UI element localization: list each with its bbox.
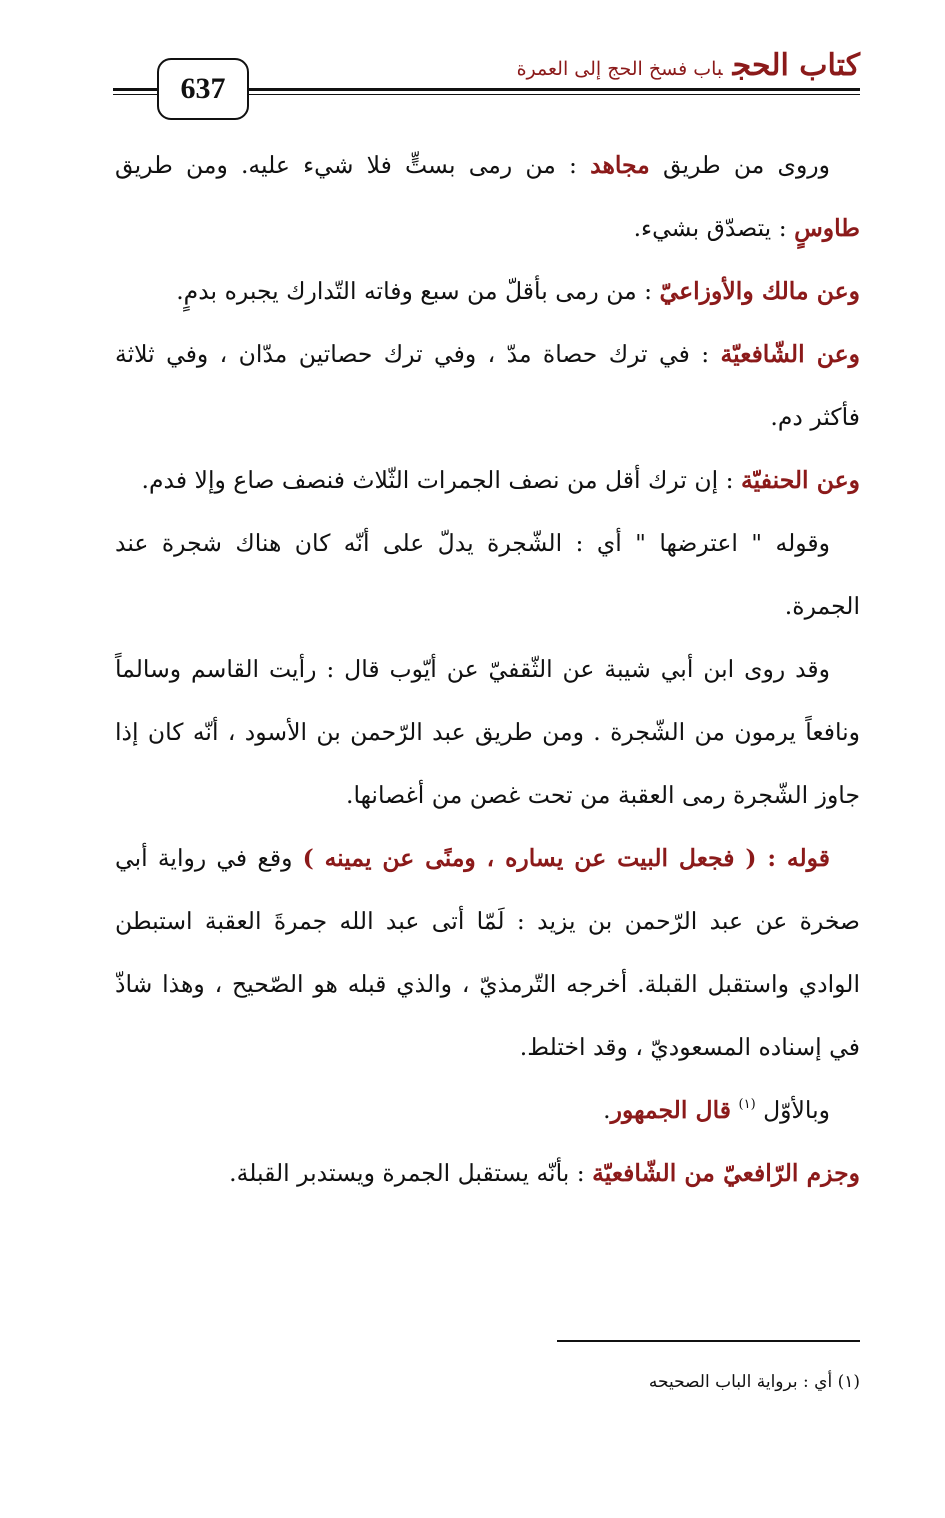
paragraph [115, 134, 860, 260]
text-segment: وقع في رواية أبي صخرة عن عبد الرّحمن بن يزيد : لَمّا أتى عبد الله جمرةَ العقبة استبطن الوادي واستقبل القبلة. أخرجه التّرمذيّ ، والذي قبله هو الصّحيح ، وهذا شاذّ في إسناده المسعوديّ ، وقد اختلط. [115, 844, 860, 1061]
paragraph [115, 260, 860, 323]
footnote: (١) أي : برواية الباب الصحيحه [648, 1372, 860, 1392]
highlighted-text: طاوسٍ [794, 214, 860, 242]
text-segment: وبالأوّل [755, 1096, 830, 1124]
text-segment: : إن ترك أقل من نصف الجمرات الثّلاث فنصف صاع وإلا فدم. [141, 466, 742, 494]
paragraph [115, 449, 860, 512]
chapter-title: باب فسخ الحج إلى العمرة [516, 58, 723, 80]
highlighted-text: وعن الشّافعيّة [720, 340, 860, 368]
page-number: 637 [157, 58, 249, 120]
running-head-titles [517, 46, 860, 90]
text-segment: : في ترك حصاة مدّ ، وفي ترك حصاتين مدّان ، وفي ثلاثة فأكثر دم. [115, 340, 860, 431]
paragraph [115, 323, 860, 449]
text-segment: وقد روى ابن أبي شيبة عن الثّقفيّ عن أيّوب قال : رأيت القاسم وسالماً ونافعاً يرمون من الشّجرة . ومن طريق عبد الرّحمن بن الأسود ، أنّه كان إذا جاوز الشّجرة رمى العقبة من تحت غصن من أغصانها. [115, 655, 860, 809]
highlighted-text: قال الجمهور [610, 1096, 732, 1124]
highlighted-text: مجاهد [590, 151, 650, 179]
footnote-ref: (١) [738, 1097, 756, 1112]
paragraph [115, 827, 860, 1079]
paragraph [115, 1142, 860, 1205]
running-header [0, 0, 945, 130]
highlighted-text: وعن الحنفيّة [741, 466, 860, 494]
highlighted-text: وعن مالك والأوزاعيّ [659, 277, 860, 305]
body-text [115, 134, 860, 1205]
text-segment: وقوله " اعترضها " أي : الشّجرة يدلّ على أنّه كان هناك شجرة عند الجمرة. [115, 529, 860, 620]
paragraph [115, 1079, 860, 1142]
paragraph [115, 638, 860, 827]
book-title: كتاب الحج [732, 48, 860, 83]
footnote-rule [557, 1340, 860, 1342]
highlighted-text: قوله : ( فجعل البيت عن يساره ، ومنًى عن يمينه ) [302, 844, 831, 872]
text-segment: : من رمى بأقلّ من سبع وفاته التّدارك يجبره بدمٍ. [176, 277, 660, 305]
text-segment [731, 1096, 738, 1124]
paragraph [115, 512, 860, 638]
text-segment: . [603, 1096, 611, 1124]
text-segment: : بأنّه يستقبل الجمرة ويستدبر القبلة. [229, 1159, 593, 1187]
text-segment: وروى من طريق [649, 151, 830, 179]
text-segment: : يتصدّق بشيء. [633, 214, 795, 242]
text-segment: : من رمى بستٍّ فلا شيء عليه. ومن طريق [115, 151, 591, 179]
highlighted-text: وجزم الرّافعيّ من الشّافعيّة [592, 1159, 860, 1187]
